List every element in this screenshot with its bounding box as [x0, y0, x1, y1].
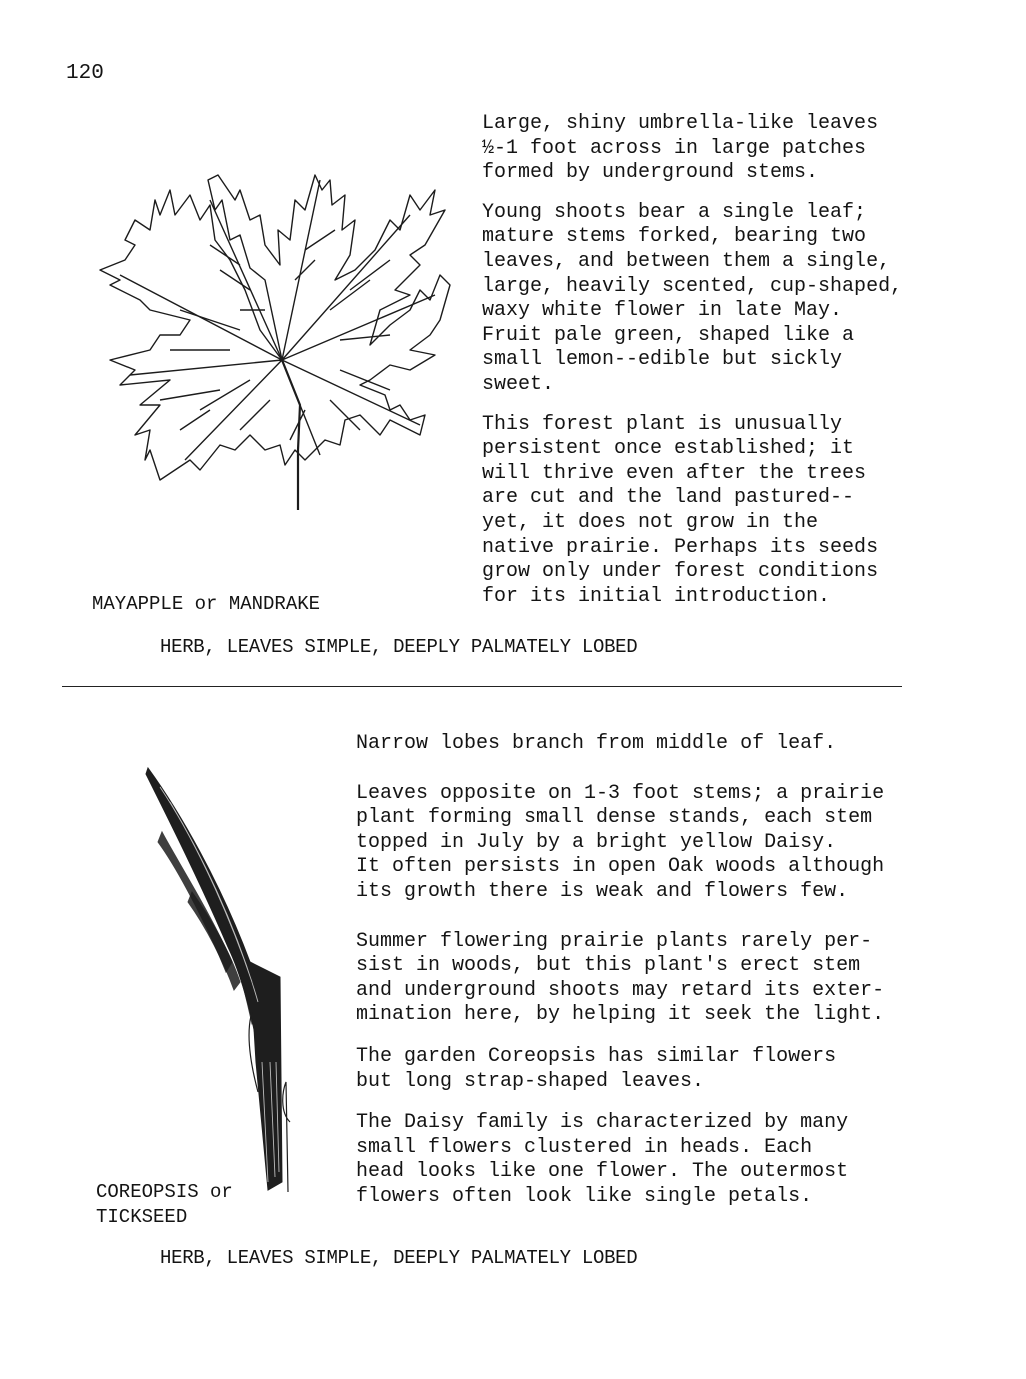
coreopsis-leaf-print-icon	[140, 762, 300, 1192]
coreopsis-description-paragraph-1: Narrow lobes branch from middle of leaf.	[356, 732, 837, 755]
coreopsis-classification: HERB, LEAVES SIMPLE, DEEPLY PALMATELY LOBED	[160, 1247, 638, 1269]
section-divider	[62, 686, 902, 687]
mayapple-description-paragraph-3: This forest plant is unusually persistent once established; it will thrive even after the trees are cut and the land pastured-- yet, it does not grow in the native prairie. Perhaps its seeds grow only under forest conditions for its initial introduction.	[482, 412, 879, 608]
coreopsis-description-paragraph-2: Leaves opposite on 1-3 foot stems; a prairie plant forming small dense stands, each stem topped in July by a bright yellow Daisy. It often persists in open Oak woods although its growth there is weak and flowers few.	[356, 781, 885, 903]
coreopsis-description-paragraph-5: The Daisy family is characterized by many small flowers clustered in heads. Each head looks like one flower. The outermost flowers often look like single petals.	[356, 1111, 849, 1208]
mayapple-caption: MAYAPPLE or MANDRAKE	[92, 593, 321, 615]
coreopsis-description-paragraph-3: Summer flowering prairie plants rarely per- sist in woods, but this plant's erect stem and underground shoots may retard its exter- mination here, by helping it seek the light.	[356, 929, 885, 1027]
coreopsis-description-paragraph-4: The garden Coreopsis has similar flowers but long strap-shaped leaves.	[356, 1044, 837, 1093]
mayapple-leaf-drawing-icon	[90, 160, 460, 515]
mayapple-description-paragraph-2: Young shoots bear a single leaf; mature stems forked, bearing two leaves, and between them a single, large, heavily scented, cup-shaped, waxy white flower in late May. Fruit pale green, shaped like a small lemon--edible but sickly sweet.	[482, 200, 903, 396]
coreopsis-caption: COREOPSIS or TICKSEED	[96, 1181, 233, 1228]
page-number: 120	[66, 62, 104, 85]
mayapple-description-paragraph-1: Large, shiny umbrella-like leaves ½-1 foot across in large patches formed by underground stems.	[482, 112, 879, 185]
mayapple-classification: HERB, LEAVES SIMPLE, DEEPLY PALMATELY LOBED	[160, 636, 638, 658]
